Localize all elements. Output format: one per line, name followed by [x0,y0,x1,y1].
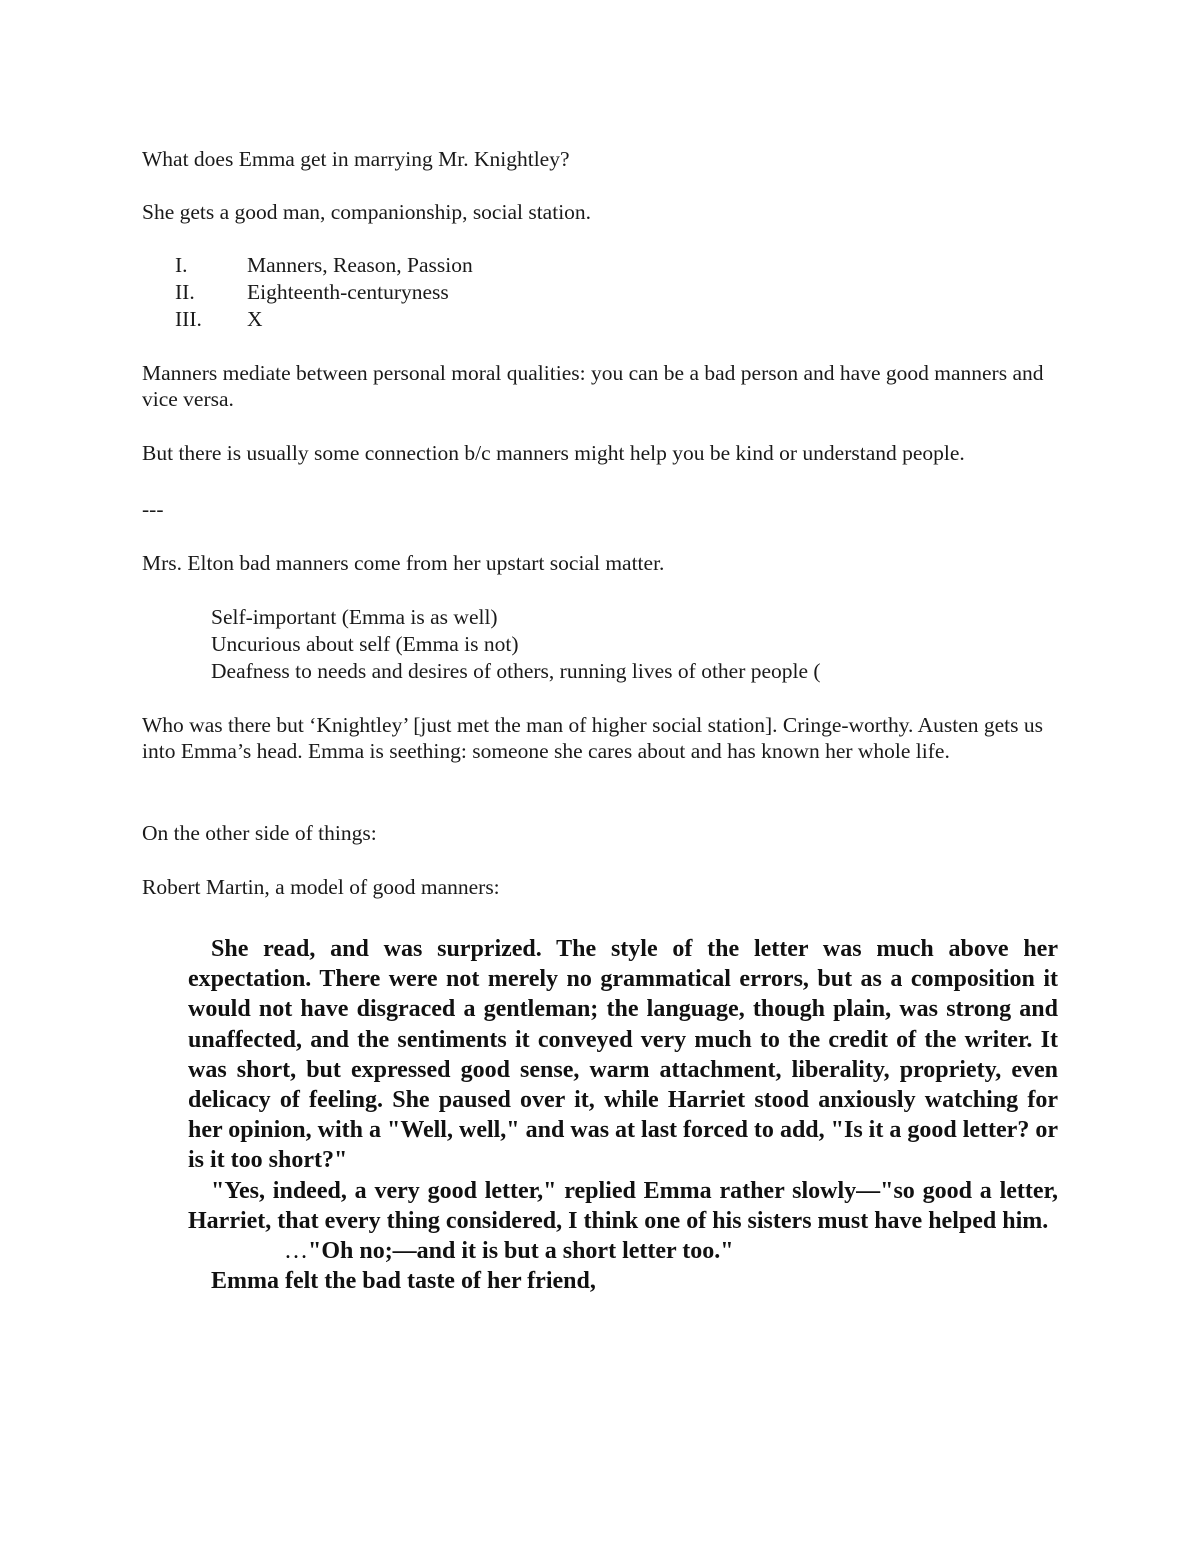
robert-martin-line: Robert Martin, a model of good manners: [142,875,500,899]
list-numeral: II. [175,280,195,304]
list-item-text: Eighteenth-centuryness [247,280,449,304]
quote-paragraph: "Yes, indeed, a very good letter," replied Emma rather slowly—"so good a letter, Harriet, that every thing considered, I think one of his sisters must have helped him. [188,1177,1058,1234]
list-item [175,306,775,332]
answer-line: She gets a good man, companionship, social station. [142,200,592,224]
list-item [175,279,775,305]
list-numeral: III. [175,307,202,331]
list-item-text: X [247,307,263,331]
quote-paragraph-ellipsis-line [188,1236,1058,1266]
quote-paragraph: Emma felt the bad taste of her friend, [211,1268,596,1295]
question-line: What does Emma get in marrying Mr. Knightley? [142,147,570,171]
connection-paragraph: But there is usually some connection b/c manners might help you be kind or understand people. [142,441,965,465]
trait-line: Deafness to needs and desires of others, running lives of other people ( [211,659,821,683]
list-item [175,252,775,278]
section-separator: --- [142,497,164,521]
quote-dialogue: "Oh no;—and it is but a short letter too." [308,1238,734,1265]
quote-paragraph: She read, and was surprized. The style of the letter was much above her expectation. There were not merely no grammatical errors, but as a composition it would not have disgraced a gentleman; the language, though plain, was strong and unaffected, and the sentiments it conveyed very much to the credit of the writer. It was short, but expressed good sense, warm attachment, liberality, propriety, even delicacy of feeling. She paused over it, while Harriet stood anxiously watching for her opinion, with a "Well, well," and was at last forced to add, "Is it a good letter? or is it too short?" [188,936,1058,1174]
manners-paragraph: Manners mediate between personal moral qualities: you can be a bad person and have good manners and vice versa. [142,361,1044,411]
mrs-elton-paragraph: Mrs. Elton bad manners come from her upstart social matter. [142,551,665,575]
list-numeral: I. [175,253,188,277]
knightley-paragraph: Who was there but ‘Knightley’ [just met the man of higher social station]. Cringe-worthy. Austen gets us into Emma’s head. Emma is seething: someone she cares about and has known her whole life. [142,713,1044,763]
other-side-line: On the other side of things: [142,821,377,845]
block-quote [188,934,1058,1296]
trait-line: Self-important (Emma is as well) [211,605,498,629]
quote-ellipsis: … [284,1238,308,1265]
trait-line: Uncurious about self (Emma is not) [211,632,519,656]
list-item-text: Manners, Reason, Passion [247,253,473,277]
